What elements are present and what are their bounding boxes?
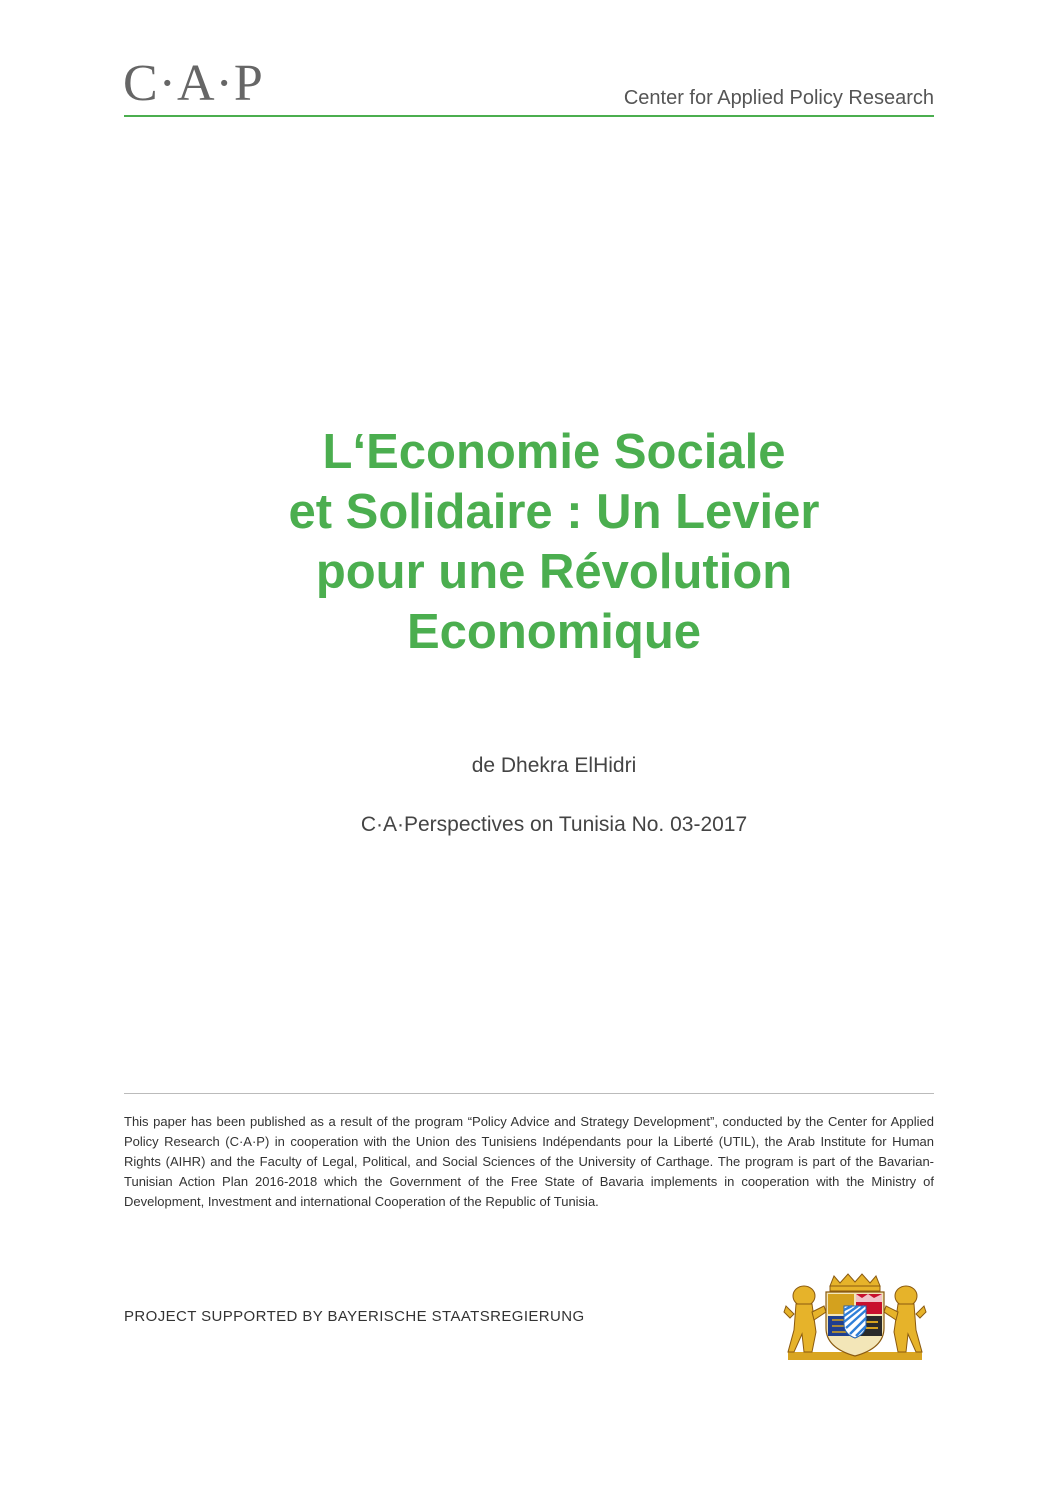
bavarian-coat-of-arms-icon <box>782 1272 928 1362</box>
author-line: de Dhekra ElHidri <box>471 754 637 777</box>
header-divider <box>124 115 934 117</box>
footer-divider <box>124 1093 934 1094</box>
support-statement: PROJECT SUPPORTED BY BAYERISCHE STAATSREGIERUNG <box>124 1308 585 1325</box>
cap-logo: C·A·P <box>123 55 264 112</box>
title-line: et Solidaire : Un Levier <box>288 485 820 539</box>
title-line: pour une Révolution <box>315 545 793 599</box>
title-line: L‘Economie Sociale <box>322 425 786 479</box>
title-line: Economique <box>406 605 702 659</box>
document-title <box>104 422 1004 662</box>
organization-name: Center for Applied Policy Research <box>623 87 934 109</box>
disclaimer-paragraph: This paper has been published as a result of the program “Policy Advice and Strategy Development”, conducted by the Center for Applied Policy Research (C·A·P) in cooperation with the Union des Tunisiens Indépendants pour la Liberté (UTIL), the Arab Institute for Human Rights (AIHR) and the Faculty of Legal, Political, and Social Sciences of the University of Carthage. The program is part of the Bavarian-Tunisian Action Plan 2016-2018 which the Government of the Free State of Bavaria implements in cooperation with the Ministry of Development, Investment and international Cooperation of the Republic of Tunisia. <box>124 1114 934 1209</box>
series-number: C·A·Perspectives on Tunisia No. 03-2017 <box>360 813 748 836</box>
